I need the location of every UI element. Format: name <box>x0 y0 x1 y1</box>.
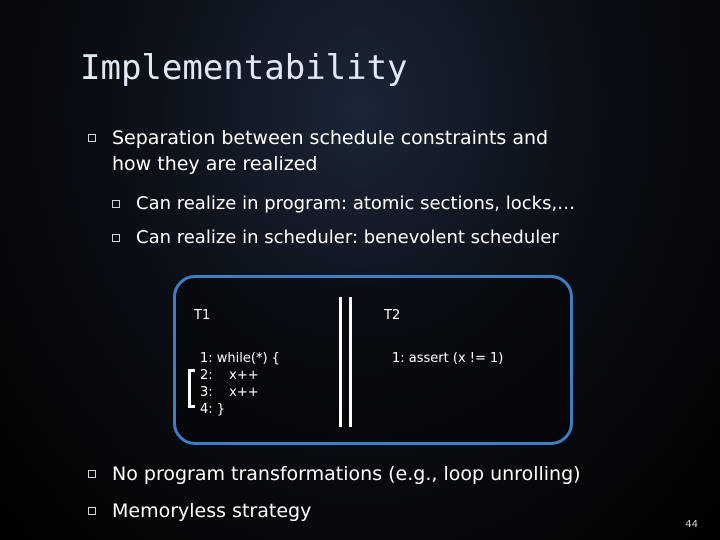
code-line: 2: x++ <box>200 368 259 383</box>
thread2-label: T2 <box>384 308 401 323</box>
bullet-text: Memoryless strategy <box>112 500 312 522</box>
bullet-square-icon <box>88 507 96 515</box>
bullet-no-transformations <box>88 461 581 487</box>
bullet-text: Separation between schedule constraints and how they are realized <box>112 127 549 175</box>
parallel-bar-right <box>349 297 352 427</box>
bullet-text: Can realize in program: atomic sections, locks,… <box>136 193 576 214</box>
thread2-code: 1: assert (x != 1) <box>392 351 504 366</box>
atomic-bracket <box>188 369 195 408</box>
bullet-square-icon <box>88 134 96 142</box>
thread1-code <box>200 350 280 418</box>
bullet-separation <box>88 125 568 177</box>
slide-title: Implementability <box>80 48 408 88</box>
bullet-text: Can realize in scheduler: benevolent scheduler <box>136 227 559 248</box>
page-number: 44 <box>685 519 698 530</box>
code-line: 1: while(*) { <box>200 351 280 366</box>
sub-bullet-scheduler <box>112 225 559 251</box>
code-line: 4: } <box>200 402 226 417</box>
bullet-square-icon <box>112 234 120 242</box>
sub-bullet-program <box>112 191 575 217</box>
parallel-bar-left <box>339 297 342 427</box>
bullet-memoryless <box>88 498 311 524</box>
bullet-square-icon <box>112 200 120 208</box>
bullet-text: No program transformations (e.g., loop unrolling) <box>112 463 581 485</box>
thread1-label: T1 <box>194 308 211 323</box>
code-line: 3: x++ <box>200 385 259 400</box>
bullet-square-icon <box>88 470 96 478</box>
